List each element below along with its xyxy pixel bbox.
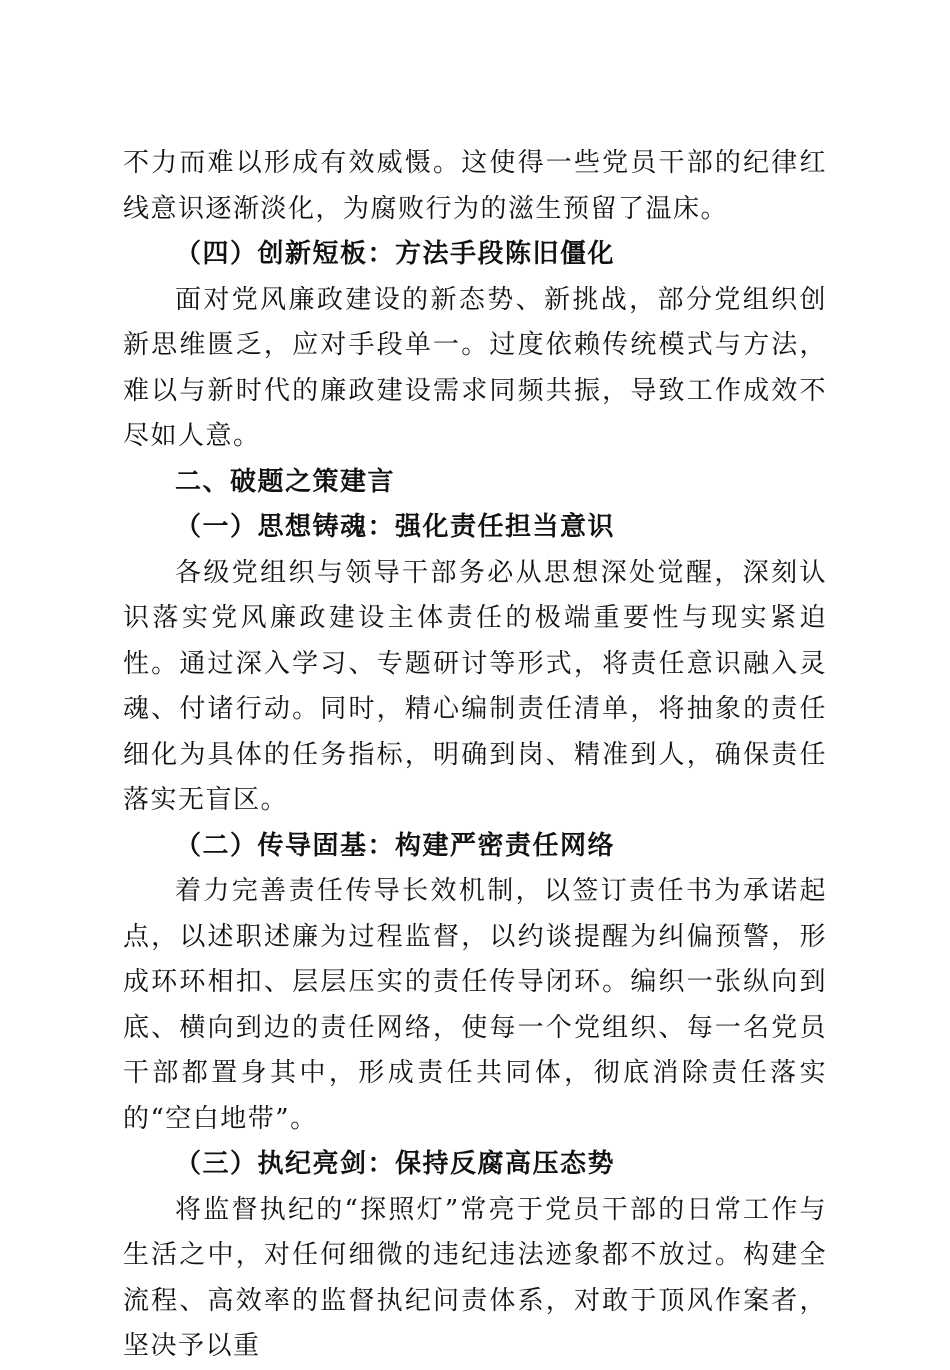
paragraph-section-1-4: 面对党风廉政建设的新态势、新挑战，部分党组织创新思维匮乏，应对手段单一。过度依赖传统模式与方法，难以与新时代的廉政建设需求同频共振，导致工作成效不尽如人意。 (123, 284, 827, 451)
heading-section-1-4: （四）创新短板：方法手段陈旧僵化 (175, 239, 616, 269)
paragraph-section-2-1: 各级党组织与领导干部务必从思想深处觉醒，深刻认识落实党风廉政建设主体责任的极端重要性与现实紧迫性。通过深入学习、专题研讨等形式，将责任意识融入灵魂、付诸行动。同时，精心编制责任清单，将抽象的责任细化为具体的任务指标，明确到岗、精准到人，确保责任落实无盲区。 (123, 557, 827, 815)
document-body (123, 141, 827, 1370)
heading-section-2-3: （三）执纪亮剑：保持反腐高压态势 (175, 1149, 616, 1179)
paragraph-section-2-3: 将监督执纪的“探照灯”常亮于党员干部的日常工作与生活之中，对任何细微的违纪违法迹象都不放过。构建全流程、高效率的监督执纪问责体系，对敢于顶风作案者，坚决予以重 (123, 1194, 827, 1361)
heading-section-2-2: （二）传导固基：构建严密责任网络 (175, 830, 616, 861)
paragraph-continuation: 不力而难以形成有效威慑。这使得一些党员干部的纪律红线意识逐渐淡化，为腐败行为的滋生预留了温床。 (123, 148, 827, 224)
paragraph-section-2-2: 着力完善责任传导长效机制，以签订责任书为承诺起点，以述职述廉为过程监督，以约谈提醒为纠偏预警，形成环环相扣、层层压实的责任传导闭环。编织一张纵向到底、横向到边的责任网络，使每一个党组织、每一名党员干部都置身其中，形成责任共同体，彻底消除责任落实的“空白地带”。 (123, 876, 827, 1134)
heading-section-2: 二、破题之策建言 (175, 466, 396, 497)
heading-section-2-1: （一）思想铸魂：强化责任担当意识 (175, 512, 616, 542)
